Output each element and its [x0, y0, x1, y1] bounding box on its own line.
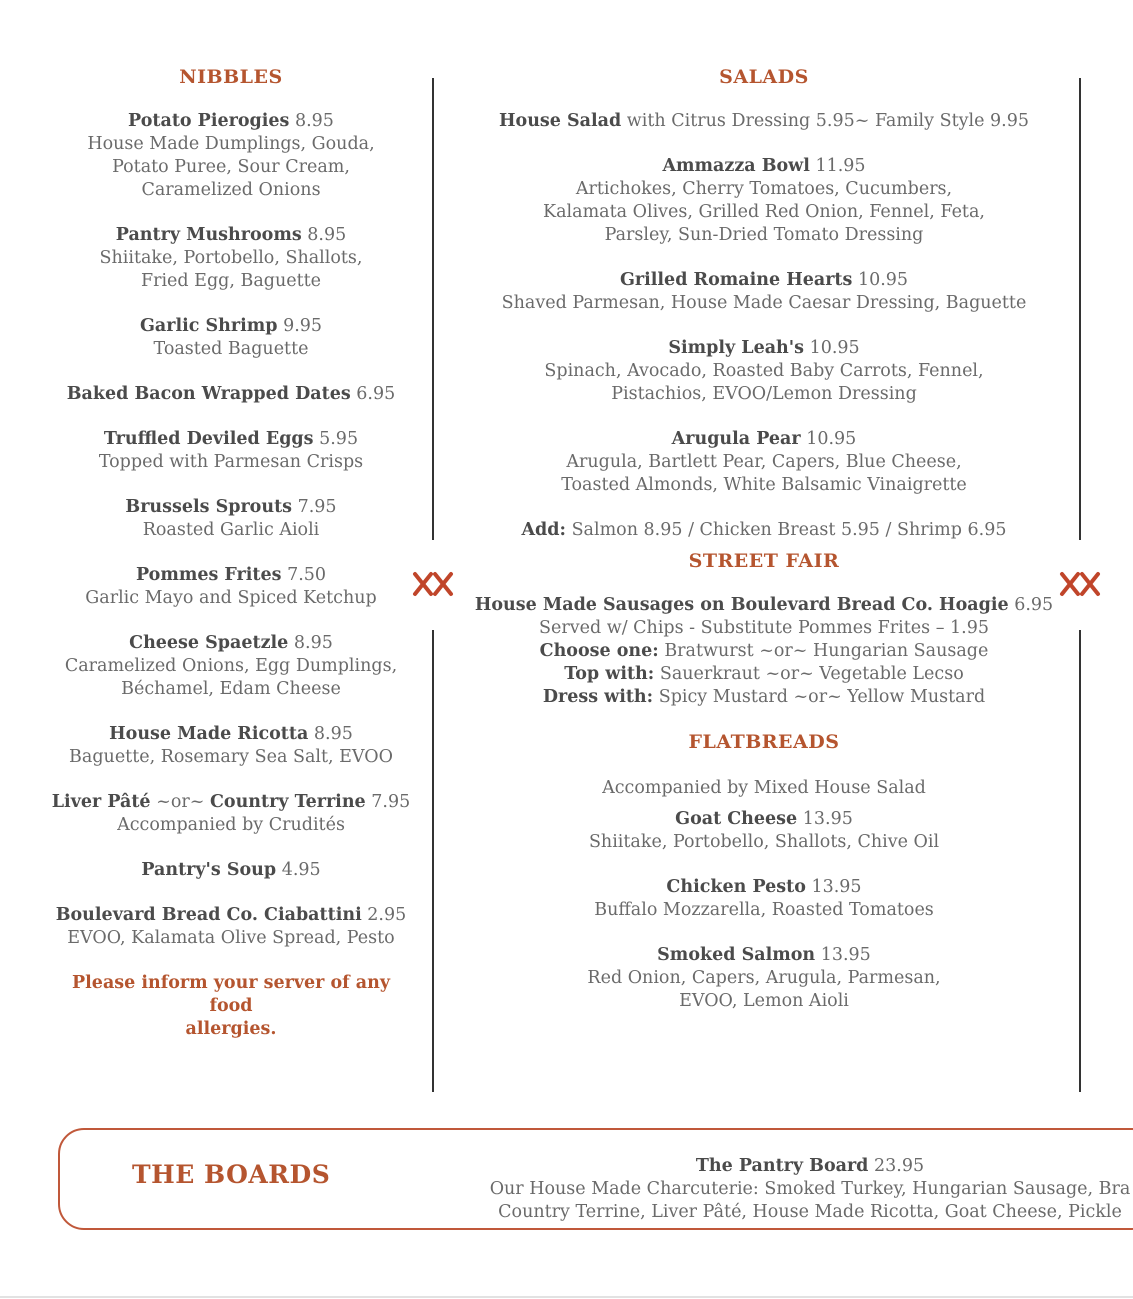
item-name: Grilled Romaine Hearts	[619, 270, 853, 290]
item-name: Arugula Pear	[671, 429, 801, 449]
item-price: 8.95	[313, 724, 353, 744]
column-divider-top	[1079, 78, 1081, 540]
menu-item	[50, 859, 412, 882]
item-description: Spinach, Avocado, Roasted Baby Carrots, Fennel, Pistachios, EVOO/Lemon Dressing	[544, 361, 984, 404]
menu-item	[50, 224, 412, 293]
menu-item	[50, 383, 412, 406]
allergy-note: Please inform your server of any food allergies.	[72, 973, 390, 1039]
item-name: Baked Bacon Wrapped Dates	[66, 384, 351, 404]
item-name: House Salad	[499, 111, 622, 131]
item-price: 13.95	[820, 945, 871, 965]
menu-item	[50, 315, 412, 361]
item-name: Brussels Sprouts	[125, 497, 293, 517]
item-extra: with Citrus Dressing 5.95~ Family Style 9.95	[626, 111, 1029, 131]
item-name: Pantry Mushrooms	[115, 225, 302, 245]
choose-options: Bratwurst ~or~ Hungarian Sausage	[664, 641, 989, 661]
dress-label: Dress with:	[542, 687, 654, 707]
column-divider-top	[432, 78, 434, 540]
boards-box	[58, 1128, 1133, 1230]
column-divider-bottom	[1079, 630, 1081, 1092]
item-price: 23.95	[874, 1156, 925, 1176]
item-description: Caramelized Onions, Egg Dumplings, Béchamel, Edam Cheese	[64, 656, 398, 699]
item-name-alt: Country Terrine	[209, 792, 366, 812]
double-x-ornament-icon	[1059, 571, 1101, 597]
item-name: Boulevard Bread Co. Ciabattini	[55, 905, 362, 925]
menu-item	[470, 944, 1058, 1013]
menu-item	[470, 808, 1058, 854]
menu-item	[50, 428, 412, 474]
item-price: 8.95	[293, 633, 333, 653]
menu-item	[50, 564, 412, 610]
item-price: 6.95	[356, 384, 396, 404]
choose-label: Choose one:	[539, 641, 659, 661]
item-name: Simply Leah's	[668, 338, 804, 358]
item-description: Shaved Parmesan, House Made Caesar Dressing, Baguette	[501, 293, 1027, 313]
item-description: Toasted Baguette	[153, 339, 309, 359]
item-description: Buffalo Mozzarella, Roasted Tomatoes	[594, 900, 934, 920]
item-price: 10.95	[857, 270, 909, 290]
item-name: House Made Sausages on Boulevard Bread Co. Hoagie	[474, 595, 1009, 615]
item-price: 8.95	[294, 111, 334, 131]
item-name: Garlic Shrimp	[139, 316, 278, 336]
item-name: Potato Pierogies	[128, 111, 290, 131]
menu-item	[470, 269, 1058, 315]
item-name: Pantry's Soup	[141, 860, 277, 880]
item-price: 11.95	[815, 156, 866, 176]
item-price: 7.95	[371, 792, 411, 812]
item-description: Garlic Mayo and Spiced Ketchup	[85, 588, 377, 608]
item-name: Cheese Spaetzle	[129, 633, 289, 653]
menu-item	[50, 496, 412, 542]
item-name: Smoked Salmon	[657, 945, 816, 965]
item-price: 13.95	[802, 809, 853, 829]
menu-item	[470, 876, 1058, 922]
item-price: 13.95	[811, 877, 862, 897]
item-price: 10.95	[809, 338, 860, 358]
salad-add-ons	[470, 519, 1058, 542]
item-description: Artichokes, Cherry Tomatoes, Cucumbers, Kalamata Olives, Grilled Red Onion, Fennel, Feta, Parsley, Sun-Dried Tomato Dressing	[543, 179, 985, 245]
item-description: Shiitake, Portobello, Shallots, Chive Oil	[588, 832, 940, 852]
top-label: Top with:	[564, 664, 655, 684]
street-fair-heading: STREET FAIR	[688, 550, 840, 572]
item-name: Pommes Frites	[135, 565, 282, 585]
item-price: 5.95	[319, 429, 359, 449]
page-bottom-rule	[0, 1296, 1133, 1298]
item-description: Shiitake, Portobello, Shallots, Fried Egg, Baguette	[99, 248, 363, 291]
item-name: Liver Pâté	[51, 792, 151, 812]
flatbreads-note: Accompanied by Mixed House Salad	[602, 778, 926, 798]
item-description: Red Onion, Capers, Arugula, Parmesan, EVOO, Lemon Aioli	[587, 968, 941, 1011]
menu-item	[50, 904, 412, 950]
boards-heading: THE BOARDS	[132, 1160, 331, 1189]
menu-item	[470, 155, 1058, 247]
item-name: The Pantry Board	[695, 1156, 869, 1176]
item-description-line: Our House Made Charcuterie: Smoked Turkey, Hungarian Sausage, Bra	[489, 1179, 1131, 1199]
item-price: 9.95	[283, 316, 323, 336]
nibbles-section	[50, 66, 412, 1041]
salads-heading: SALADS	[719, 66, 809, 88]
street-fair-item	[470, 594, 1058, 709]
dress-options: Spicy Mustard ~or~ Yellow Mustard	[658, 687, 986, 707]
board-item	[460, 1155, 1133, 1224]
item-price: 2.95	[367, 905, 407, 925]
item-name: Truffled Deviled Eggs	[103, 429, 314, 449]
flatbreads-heading: FLATBREADS	[688, 731, 840, 753]
item-name: Chicken Pesto	[666, 877, 806, 897]
item-description: Served w/ Chips - Substitute Pommes Frites – 1.95	[539, 618, 989, 638]
item-price: 7.50	[287, 565, 327, 585]
item-price: 8.95	[307, 225, 347, 245]
menu-item	[470, 428, 1058, 497]
item-description: House Made Dumplings, Gouda, Potato Puree, Sour Cream, Caramelized Onions	[87, 134, 375, 200]
item-price: 7.95	[297, 497, 337, 517]
double-x-ornament-icon	[412, 571, 454, 597]
nibbles-heading: NIBBLES	[179, 66, 283, 88]
item-price: 4.95	[281, 860, 321, 880]
item-description: EVOO, Kalamata Olive Spread, Pesto	[67, 928, 395, 948]
salads-section	[470, 66, 1058, 1035]
menu-item	[50, 632, 412, 701]
item-or: ~or~	[156, 792, 205, 812]
item-name: House Made Ricotta	[109, 724, 309, 744]
item-price: 10.95	[806, 429, 857, 449]
item-description-line: Country Terrine, Liver Pâté, House Made Ricotta, Goat Cheese, Pickle	[498, 1202, 1122, 1222]
item-description: Baguette, Rosemary Sea Salt, EVOO	[69, 747, 393, 767]
menu-item	[50, 110, 412, 202]
menu-item	[50, 723, 412, 769]
menu-item	[470, 337, 1058, 406]
top-options: Sauerkraut ~or~ Vegetable Lecso	[659, 664, 964, 684]
item-name: Ammazza Bowl	[662, 156, 810, 176]
add-options: Salmon 8.95 / Chicken Breast 5.95 / Shrimp 6.95	[571, 520, 1007, 540]
item-description: Roasted Garlic Aioli	[142, 520, 320, 540]
item-price: 6.95	[1014, 595, 1054, 615]
item-description: Accompanied by Crudités	[117, 815, 345, 835]
add-label: Add:	[521, 520, 566, 540]
item-name: Goat Cheese	[675, 809, 798, 829]
menu-item	[470, 110, 1058, 133]
item-description: Topped with Parmesan Crisps	[98, 452, 364, 472]
item-description: Arugula, Bartlett Pear, Capers, Blue Cheese, Toasted Almonds, White Balsamic Vinaigrette	[561, 452, 967, 495]
column-divider-bottom	[432, 630, 434, 1092]
menu-item	[50, 791, 412, 837]
